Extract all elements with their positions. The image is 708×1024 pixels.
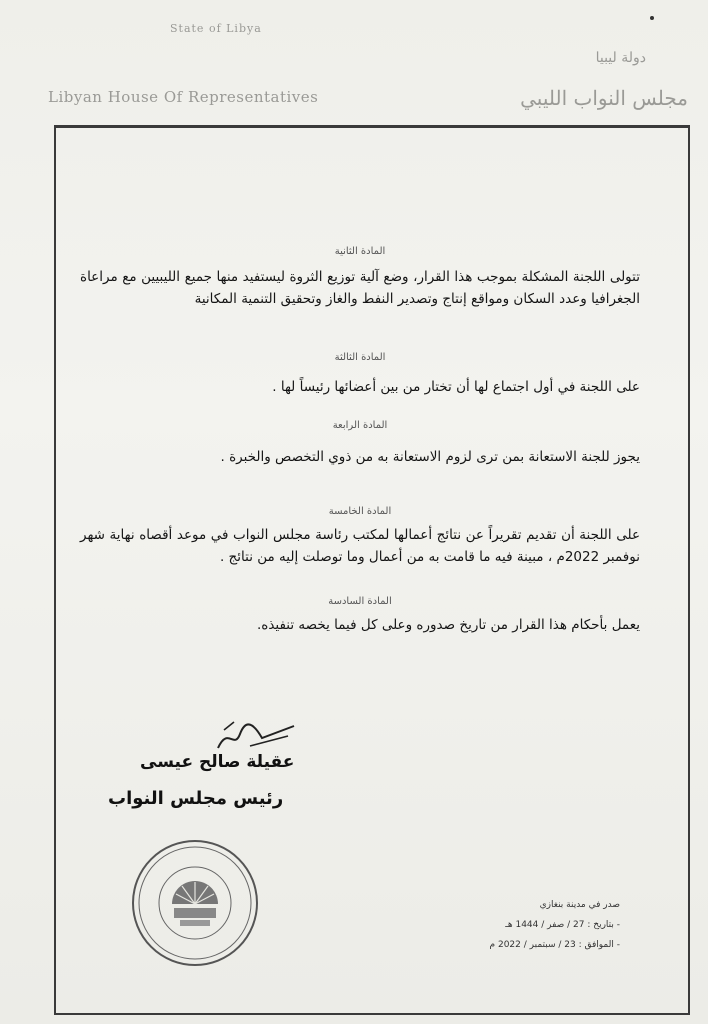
article-3-text: على اللجنة في أول اجتماع لها أن تختار من بين أعضائها رئيساً لها .: [272, 379, 640, 395]
article-6-text: يعمل بأحكام هذا القرار من تاريخ صدوره وعلى كل فيما يخصه تنفيذه.: [256, 617, 640, 633]
article-2-heading: المادة الثانية: [334, 246, 386, 257]
article-2-text: تتولى اللجنة المشكلة بموجب هذا القرار، وضع آلية توزيع الثروة ليستفيد منها جميع الليبيين مع مراعاة الجغرافيا وعدد السكان ومواقع إنتاج وتصدير النفط والغاز وتحقيق التنمية المكانية: [80, 269, 640, 307]
article-5-heading: المادة الخامسة: [328, 506, 392, 517]
article-5-text: على اللجنة أن تقديم تقريراً عن نتائج أعمالها لمكتب رئاسة مجلس النواب في موعد أقصاه نهاية شهر نوفمبر 2022م ، مبينة فيه ما قامت به من أعمال وما توصلت إليه من نتائج .: [80, 527, 640, 565]
speck: [650, 16, 654, 20]
article-4-heading: المادة الرابعة: [332, 420, 388, 431]
letterhead-state-en: State of Libya: [170, 22, 262, 35]
letterhead-house-en: Libyan House Of Representatives: [48, 88, 319, 106]
signatory-title: رئيس مجلس النواب: [108, 788, 284, 809]
article-4-text: يجوز للجنة الاستعانة بمن ترى لزوم الاستعانة به من ذوي التخصص والخبرة .: [220, 449, 640, 465]
letterhead-state-ar: دولة ليبيا: [595, 50, 646, 66]
official-seal: [130, 838, 260, 968]
signature-scribble: [210, 720, 300, 756]
issued-place: صدر في مدينة بنغازي: [539, 900, 620, 910]
signatory-name: عقيلة صالح عيسى: [140, 752, 295, 772]
issued-hijri-date: - بتاريخ : 27 / صفر / 1444 هـ: [505, 920, 620, 930]
issued-gregorian-date: - الموافق : 23 / سبتمبر / 2022 م: [489, 940, 620, 950]
letterhead-house-ar: مجلس النواب الليبي: [520, 86, 688, 110]
article-3-heading: المادة الثالثة: [334, 352, 386, 363]
article-6-heading: المادة السادسة: [328, 596, 392, 607]
